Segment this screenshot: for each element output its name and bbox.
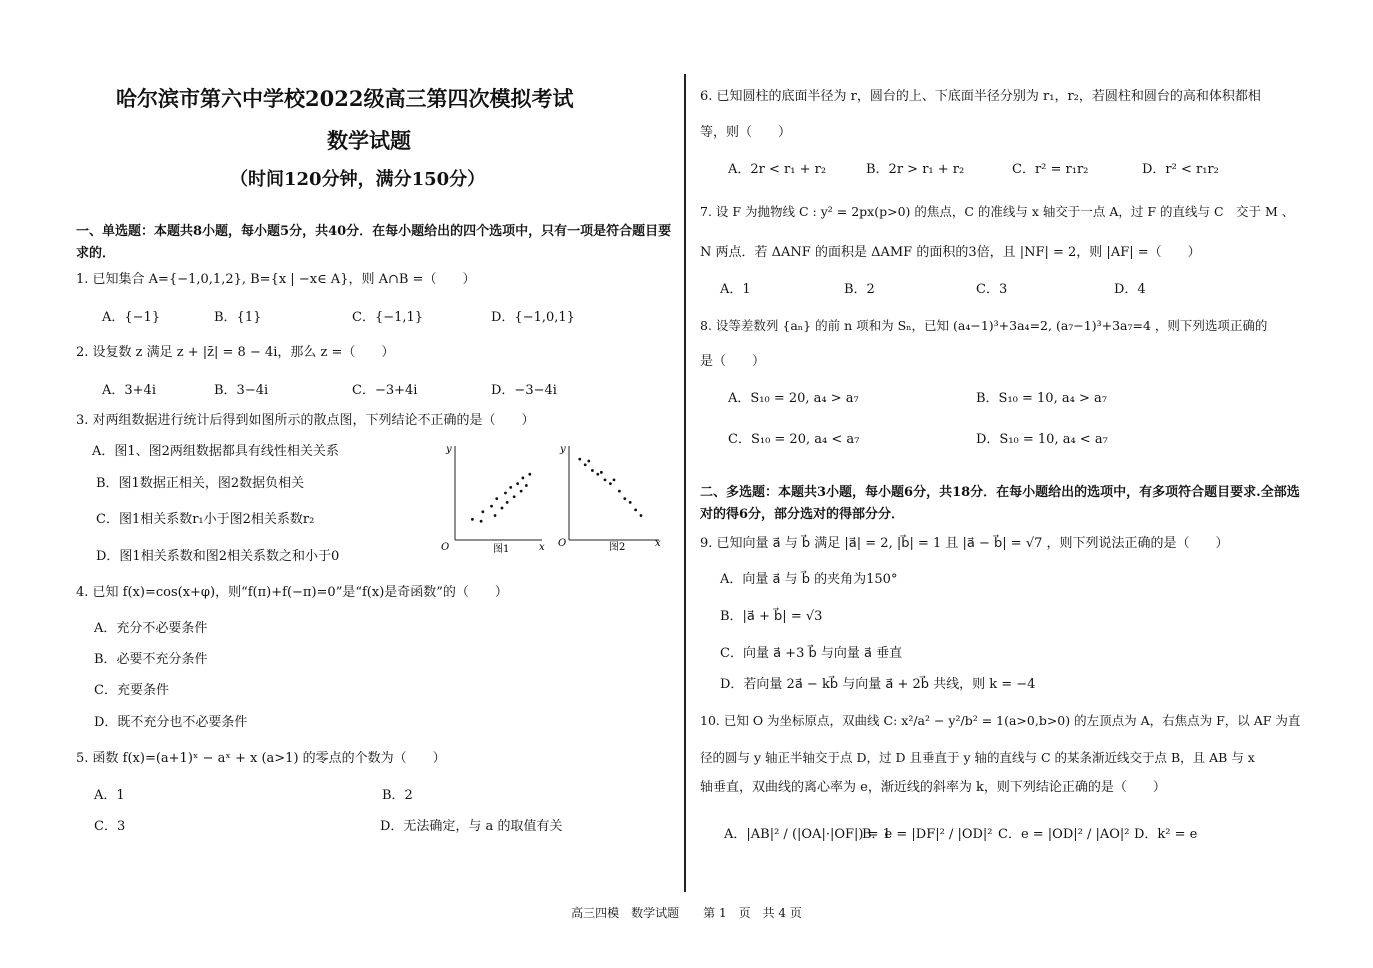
- q9-option-c: C．向量 a⃗ +3 b⃗ 与向量 a⃗ 垂直: [720, 646, 903, 661]
- q9-option-d: D．若向量 2a⃗ − kb⃗ 与向量 a⃗ + 2b⃗ 共线，则 k = −4: [720, 677, 1036, 692]
- q2-stem: 2. 设复数 z 满足 z + |z̄| = 8 − 4i，那么 z =（ ）: [76, 345, 395, 360]
- exam-info: （时间120分钟，满分150分）: [230, 169, 486, 190]
- q8-stem-line2: 是（ ）: [700, 354, 766, 369]
- scatter-point: [587, 460, 590, 463]
- q10-option-a: A．|AB|² / (|OA|·|OF|) = 1: [724, 827, 891, 842]
- q1-stem: 1. 已知集合 A={−1,0,1,2}, B={x | −x∈ A}，则 A∩B =（ ）: [76, 272, 476, 287]
- scatter-plot-2: [558, 444, 661, 553]
- q5-option-d: D．无法确定，与 a 的取值有关: [380, 819, 563, 834]
- scatter-figure-2: [557, 440, 667, 555]
- q10-option-b: B．e = |DF|² / |OD|²: [862, 827, 993, 842]
- scatter-point: [506, 501, 509, 504]
- exam-title: 哈尔滨市第六中学校2022级高三第四次模拟考试: [116, 86, 574, 111]
- scatter-point: [604, 478, 607, 481]
- q10-option-d: D．k² = e: [1134, 827, 1198, 842]
- q7-option-d: D．4: [1114, 282, 1146, 297]
- scatter-point: [609, 482, 612, 485]
- q2-option-c: C．−3+4i: [352, 383, 418, 398]
- scatter-point: [513, 495, 516, 498]
- q2-option-a: A．3+4i: [102, 383, 156, 398]
- q7-stem-line1: 7. 设 F 为抛物线 C : y² = 2px(p>0) 的焦点，C 的准线与 x 轴交于一点 A，过 F 的直线与 C 交于 M 、: [700, 204, 1295, 219]
- y-axis-label: y: [446, 444, 452, 455]
- x-axis-label: x: [539, 542, 545, 553]
- scatter-point: [501, 507, 504, 510]
- scatter-point: [613, 478, 616, 481]
- x-axis-label: x: [655, 538, 661, 549]
- q7-option-b: B．2: [844, 282, 875, 297]
- q2-option-d: D．−3−4i: [491, 383, 557, 398]
- q8-option-d: D．S₁₀ = 10, a₄ < a₇: [976, 432, 1108, 447]
- scatter-figure-1: [437, 440, 547, 555]
- scatter-point: [471, 518, 474, 521]
- q9-stem: 9. 已知向量 a⃗ 与 b⃗ 满足 |a⃗| = 2, |b⃗| = 1 且 |a⃗ − b⃗| = √7 ，则下列说法正确的是（ ）: [700, 536, 1229, 551]
- scatter-plot-1: [441, 444, 545, 555]
- q7-option-a: A．1: [720, 282, 751, 297]
- q8-option-b: B．S₁₀ = 10, a₄ > a₇: [976, 391, 1107, 406]
- scatter-point: [623, 497, 626, 500]
- q4-option-b: B．必要不充分条件: [94, 652, 208, 667]
- q3-option-d: D．图1相关系数和图2相关系数之和小于0: [96, 549, 340, 564]
- section1-heading: 一、单选题：本题共8小题，每小题5分，共40分．在每小题给出的四个选项中，只有一项是符合题目要求的．: [76, 224, 672, 261]
- subject-title: 数学试题: [327, 128, 411, 153]
- figure-1-caption: 图1: [493, 544, 510, 555]
- q5-option-b: B．2: [382, 788, 413, 803]
- scatter-point: [520, 490, 523, 493]
- scatter-point: [584, 463, 587, 466]
- q9-option-b: B．|a⃗ + b⃗| = √3: [720, 609, 823, 624]
- q6-option-b: B．2r > r₁ + r₂: [866, 162, 965, 177]
- scatter-point: [525, 484, 528, 487]
- scatter-point: [629, 501, 632, 504]
- scatter-point: [528, 473, 531, 476]
- q4-option-d: D．既不充分也不必要条件: [94, 715, 248, 730]
- q7-option-c: C．3: [976, 282, 1008, 297]
- q6-option-c: C．r² = r₁r₂: [1012, 162, 1089, 177]
- q4-option-a: A．充分不必要条件: [94, 621, 208, 636]
- page-footer: 高三四模 数学试题 第 1 页 共 4 页: [571, 906, 802, 920]
- q7-stem-line2: N 两点．若 ΔANF 的面积是 ΔAMF 的面积的3倍，且 |NF| = 2，则 |AF| =（ ）: [700, 245, 1201, 260]
- scatter-plot-1-svg: [437, 440, 547, 555]
- scatter-point: [481, 510, 484, 513]
- origin-label: O: [441, 542, 450, 553]
- q1-option-c: C．{−1,1}: [352, 310, 424, 325]
- scatter-point: [521, 477, 524, 480]
- scatter-point: [504, 492, 507, 495]
- figure-2-caption: 图2: [609, 542, 626, 553]
- q1-option-a: A．{−1}: [102, 310, 161, 325]
- origin-label: O: [558, 538, 567, 549]
- scatter-point: [516, 482, 519, 485]
- q3-option-b: B．图1数据正相关，图2数据负相关: [96, 476, 305, 491]
- scatter-point: [480, 520, 483, 523]
- q10-option-c: C．e = |OD|² / |AO|²: [998, 827, 1130, 842]
- scatter-point: [640, 514, 643, 517]
- scatter-point: [490, 505, 493, 508]
- q5-option-c: C．3: [94, 819, 126, 834]
- q3-option-a: A．图1、图2两组数据都具有线性相关关系: [92, 444, 339, 459]
- q1-option-d: D．{−1,0,1}: [491, 310, 575, 325]
- q6-option-d: D．r² < r₁r₂: [1142, 162, 1219, 177]
- q6-stem-line2: 等，则（ ）: [700, 125, 792, 140]
- scatter-point: [618, 490, 621, 493]
- q1-option-b: B．{1}: [214, 310, 262, 325]
- scatter-point: [596, 473, 599, 476]
- q10-stem-line3: 轴垂直，双曲线的离心率为 e，渐近线的斜率为 k，则下列结论正确的是（ ）: [700, 780, 1166, 795]
- scatter-point: [495, 497, 498, 500]
- scatter-plot-2-svg: [557, 440, 667, 555]
- scatter-point: [509, 486, 512, 489]
- q8-stem-line1: 8. 设等差数列 {aₙ} 的前 n 项和为 Sₙ，已知 (a₄−1)³+3a₄=2, (a₇−1)³+3a₇=4 ，则下列选项正确的: [700, 318, 1268, 333]
- scatter-point: [494, 514, 497, 517]
- q10-stem-line2: 径的圆与 y 轴正半轴交于点 D，过 D 且垂直于 y 轴的直线与 C 的某条渐近线交于点 B，且 AB 与 x: [700, 750, 1255, 765]
- q4-option-c: C．充要条件: [94, 683, 169, 698]
- q8-option-c: C．S₁₀ = 20, a₄ < a₇: [728, 432, 860, 447]
- q3-option-c: C．图1相关系数r₁小于图2相关系数r₂: [96, 512, 315, 527]
- q5-option-a: A．1: [94, 788, 125, 803]
- q6-stem-line1: 6. 已知圆柱的底面半径为 r，圆台的上、下底面半径分别为 r₁，r₂，若圆柱和圆台的高和体积都相: [700, 89, 1261, 104]
- q9-option-a: A．向量 a⃗ 与 b⃗ 的夹角为150°: [720, 572, 898, 587]
- scatter-point: [600, 471, 603, 474]
- q4-stem: 4. 已知 f(x)=cos(x+φ)，则“f(π)+f(−π)=0”是“f(x)是奇函数”的（ ）: [76, 585, 508, 600]
- q5-stem: 5. 函数 f(x)=(a+1)ˣ − aˣ + x (a>1) 的零点的个数为（ ）: [76, 751, 446, 766]
- y-axis-label: y: [560, 444, 566, 455]
- q6-option-a: A．2r < r₁ + r₂: [728, 162, 827, 177]
- scatter-point: [578, 458, 581, 461]
- section2-heading: 二、多选题：本题共3小题，每小题6分，共18分．在每小题给出的选项中，有多项符合题目要求.全部选对的得6分，部分选对的得部分分．: [700, 485, 1300, 522]
- q10-stem-line1: 10. 已知 O 为坐标原点，双曲线 C: x²/a² − y²/b² = 1(a>0,b>0) 的左顶点为 A，右焦点为 F，以 AF 为直: [700, 713, 1301, 728]
- scatter-point: [634, 509, 637, 512]
- q8-option-a: A．S₁₀ = 20, a₄ > a₇: [728, 391, 859, 406]
- column-divider: [684, 74, 686, 892]
- q2-option-b: B．3−4i: [214, 383, 269, 398]
- scatter-point: [591, 469, 594, 472]
- q3-stem: 3. 对两组数据进行统计后得到如图所示的散点图，下列结论不正确的是（ ）: [76, 413, 535, 428]
